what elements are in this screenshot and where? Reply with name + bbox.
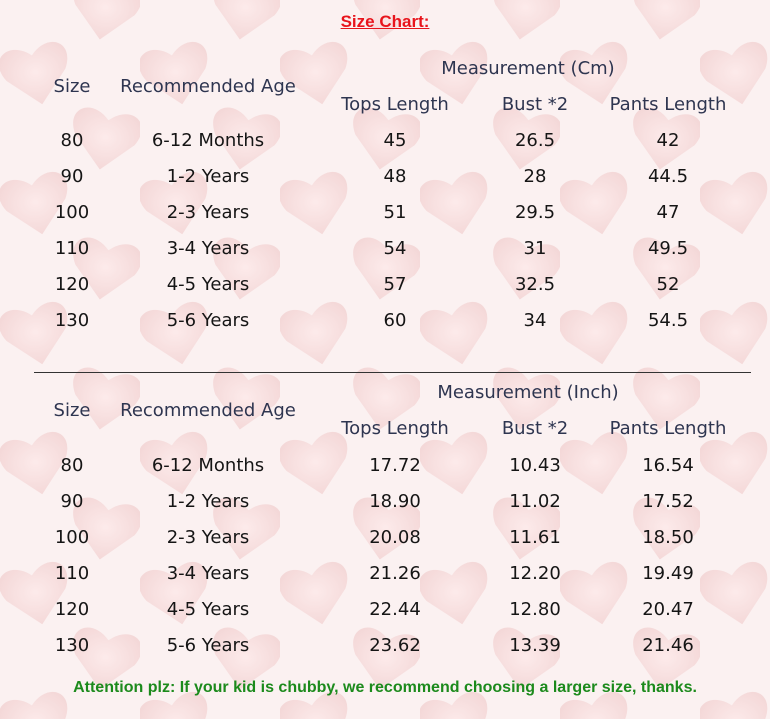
- tops-length-column-header: Tops Length: [341, 418, 449, 439]
- table-row: [0, 202, 770, 232]
- size-cell: 80: [60, 455, 84, 476]
- pants-length-cell: 42: [656, 130, 680, 151]
- size-cell: 80: [60, 130, 84, 151]
- age-cell: 5-6 Years: [166, 635, 250, 656]
- table-row: [0, 166, 770, 196]
- size-cell: 120: [54, 274, 90, 295]
- size-column-header: Size: [53, 76, 91, 97]
- size-column-header: Size: [53, 400, 91, 421]
- bust-cell: 11.02: [509, 491, 561, 512]
- bust-cell: 29.5: [514, 202, 556, 223]
- age-cell: 6-12 Months: [151, 130, 265, 151]
- age-cell: 4-5 Years: [166, 599, 250, 620]
- size-cell: 130: [54, 310, 90, 331]
- tops-length-cell: 18.90: [369, 491, 421, 512]
- size-cell: 130: [54, 635, 90, 656]
- measurement-inch-header: Measurement (Inch): [437, 382, 619, 403]
- recommended-age-column-header: Recommended Age: [120, 76, 296, 97]
- age-cell: 4-5 Years: [166, 274, 250, 295]
- pants-length-cell: 52: [656, 274, 680, 295]
- bust-column-header: Bust *2: [501, 418, 569, 439]
- size-cell: 100: [54, 202, 90, 223]
- pants-length-column-header: Pants Length: [609, 94, 727, 115]
- bust-cell: 31: [523, 238, 547, 259]
- bust-cell: 11.61: [509, 527, 561, 548]
- tops-length-cell: 20.08: [369, 527, 421, 548]
- tops-length-cell: 54: [383, 238, 407, 259]
- bust-cell: 28: [523, 166, 547, 187]
- age-cell: 2-3 Years: [166, 527, 250, 548]
- pants-length-cell: 47: [656, 202, 680, 223]
- size-cell: 120: [54, 599, 90, 620]
- measurement-cm-header: Measurement (Cm): [441, 58, 615, 79]
- bust-cell: 12.80: [509, 599, 561, 620]
- attention-note: Attention plz: If your kid is chubby, we recommend choosing a larger size, thanks.: [73, 679, 697, 696]
- pants-length-column-header: Pants Length: [609, 418, 727, 439]
- tops-length-column-header: Tops Length: [341, 94, 449, 115]
- table-row: [0, 563, 770, 593]
- table-row: [0, 491, 770, 521]
- age-cell: 3-4 Years: [166, 238, 250, 259]
- chart-title: Size Chart:: [340, 12, 430, 31]
- age-cell: 1-2 Years: [166, 166, 250, 187]
- bust-cell: 34: [523, 310, 547, 331]
- tops-length-cell: 17.72: [369, 455, 421, 476]
- pants-length-cell: 19.49: [642, 563, 694, 584]
- pants-length-cell: 17.52: [642, 491, 694, 512]
- size-cell: 110: [54, 238, 90, 259]
- age-cell: 6-12 Months: [151, 455, 265, 476]
- table-row: [0, 130, 770, 160]
- pants-length-cell: 18.50: [642, 527, 694, 548]
- table-row: [0, 274, 770, 304]
- bust-cell: 12.20: [509, 563, 561, 584]
- age-cell: 2-3 Years: [166, 202, 250, 223]
- age-cell: 5-6 Years: [166, 310, 250, 331]
- pants-length-cell: 21.46: [642, 635, 694, 656]
- size-cell: 90: [60, 491, 84, 512]
- age-cell: 3-4 Years: [166, 563, 250, 584]
- bust-column-header: Bust *2: [501, 94, 569, 115]
- table-row: [0, 599, 770, 629]
- tops-length-cell: 60: [383, 310, 407, 331]
- tops-length-cell: 48: [383, 166, 407, 187]
- tops-length-cell: 22.44: [369, 599, 421, 620]
- tops-length-cell: 57: [383, 274, 407, 295]
- size-cell: 100: [54, 527, 90, 548]
- pants-length-cell: 16.54: [642, 455, 694, 476]
- size-cell: 90: [60, 166, 84, 187]
- pants-length-cell: 20.47: [642, 599, 694, 620]
- table-row: [0, 238, 770, 268]
- tops-length-cell: 51: [383, 202, 407, 223]
- pants-length-cell: 54.5: [647, 310, 689, 331]
- table-row: [0, 310, 770, 340]
- bust-cell: 10.43: [509, 455, 561, 476]
- size-cell: 110: [54, 563, 90, 584]
- tops-length-cell: 23.62: [369, 635, 421, 656]
- bust-cell: 26.5: [514, 130, 556, 151]
- pants-length-cell: 44.5: [647, 166, 689, 187]
- tops-length-cell: 21.26: [369, 563, 421, 584]
- age-cell: 1-2 Years: [166, 491, 250, 512]
- table-row: [0, 527, 770, 557]
- table-row: [0, 635, 770, 665]
- pants-length-cell: 49.5: [647, 238, 689, 259]
- tops-length-cell: 45: [383, 130, 407, 151]
- table-divider: [34, 372, 751, 373]
- recommended-age-column-header: Recommended Age: [120, 400, 296, 421]
- bust-cell: 13.39: [509, 635, 561, 656]
- table-row: [0, 455, 770, 485]
- bust-cell: 32.5: [514, 274, 556, 295]
